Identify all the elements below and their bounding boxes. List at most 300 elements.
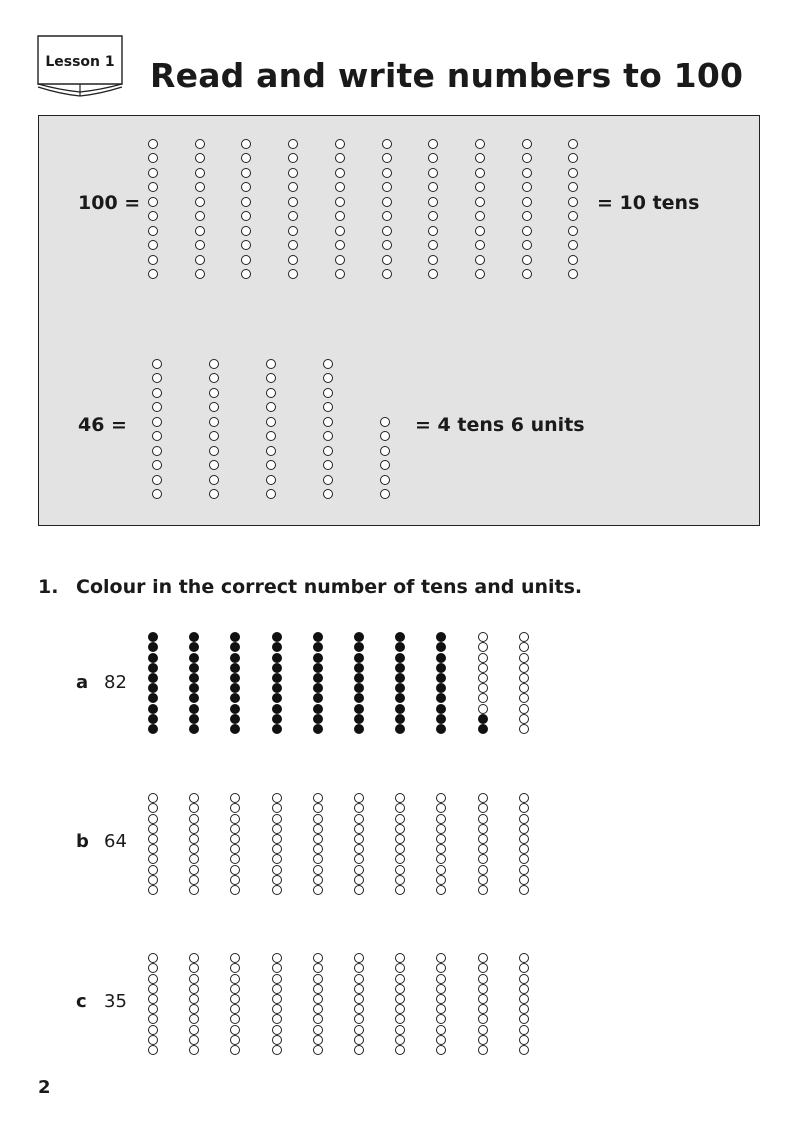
bead[interactable] <box>519 683 529 693</box>
question-b-ten-column[interactable] <box>228 793 242 895</box>
bead[interactable] <box>436 704 446 714</box>
bead[interactable] <box>313 693 323 703</box>
bead[interactable] <box>272 673 282 683</box>
question-c-ten-column[interactable] <box>146 953 160 1055</box>
bead[interactable] <box>148 953 158 963</box>
bead[interactable] <box>519 824 529 834</box>
bead[interactable] <box>354 714 364 724</box>
bead[interactable] <box>230 1004 240 1014</box>
bead[interactable] <box>272 1035 282 1045</box>
bead[interactable] <box>313 793 323 803</box>
bead[interactable] <box>313 803 323 813</box>
bead[interactable] <box>478 793 488 803</box>
bead[interactable] <box>478 1004 488 1014</box>
bead[interactable] <box>478 834 488 844</box>
bead[interactable] <box>436 953 446 963</box>
bead[interactable] <box>478 875 488 885</box>
bead[interactable] <box>478 885 488 895</box>
bead[interactable] <box>189 1045 199 1055</box>
bead[interactable] <box>230 632 240 642</box>
bead[interactable] <box>436 1014 446 1024</box>
bead[interactable] <box>395 793 405 803</box>
bead[interactable] <box>313 724 323 734</box>
bead[interactable] <box>230 994 240 1004</box>
bead[interactable] <box>519 875 529 885</box>
bead[interactable] <box>354 824 364 834</box>
bead[interactable] <box>478 653 488 663</box>
bead[interactable] <box>478 803 488 813</box>
bead[interactable] <box>230 963 240 973</box>
bead[interactable] <box>189 1035 199 1045</box>
bead[interactable] <box>478 1014 488 1024</box>
bead[interactable] <box>354 1045 364 1055</box>
bead[interactable] <box>148 793 158 803</box>
bead[interactable] <box>436 642 446 652</box>
bead[interactable] <box>354 724 364 734</box>
bead[interactable] <box>519 653 529 663</box>
bead[interactable] <box>519 854 529 864</box>
bead[interactable] <box>395 1014 405 1024</box>
bead[interactable] <box>272 963 282 973</box>
bead[interactable] <box>478 724 488 734</box>
bead[interactable] <box>395 1045 405 1055</box>
bead[interactable] <box>272 724 282 734</box>
bead[interactable] <box>478 1045 488 1055</box>
bead[interactable] <box>313 673 323 683</box>
bead[interactable] <box>313 963 323 973</box>
bead[interactable] <box>395 693 405 703</box>
bead[interactable] <box>148 1014 158 1024</box>
bead[interactable] <box>478 984 488 994</box>
bead[interactable] <box>354 693 364 703</box>
bead[interactable] <box>189 1014 199 1024</box>
bead[interactable] <box>230 653 240 663</box>
bead[interactable] <box>189 963 199 973</box>
bead[interactable] <box>230 714 240 724</box>
bead[interactable] <box>436 834 446 844</box>
bead[interactable] <box>148 704 158 714</box>
bead[interactable] <box>272 984 282 994</box>
bead[interactable] <box>148 974 158 984</box>
bead[interactable] <box>189 663 199 673</box>
bead[interactable] <box>230 885 240 895</box>
bead[interactable] <box>478 814 488 824</box>
bead[interactable] <box>354 1014 364 1024</box>
bead[interactable] <box>395 632 405 642</box>
bead[interactable] <box>519 632 529 642</box>
bead[interactable] <box>395 803 405 813</box>
bead[interactable] <box>436 974 446 984</box>
bead[interactable] <box>354 953 364 963</box>
bead[interactable] <box>272 974 282 984</box>
bead[interactable] <box>189 724 199 734</box>
bead[interactable] <box>436 844 446 854</box>
bead[interactable] <box>354 704 364 714</box>
question-b-ten-column[interactable] <box>311 793 325 895</box>
bead[interactable] <box>395 994 405 1004</box>
bead[interactable] <box>189 814 199 824</box>
bead[interactable] <box>354 1025 364 1035</box>
bead[interactable] <box>436 1035 446 1045</box>
bead[interactable] <box>436 885 446 895</box>
bead[interactable] <box>189 854 199 864</box>
bead[interactable] <box>395 824 405 834</box>
bead[interactable] <box>148 885 158 895</box>
bead[interactable] <box>148 714 158 724</box>
bead[interactable] <box>272 885 282 895</box>
bead[interactable] <box>189 1025 199 1035</box>
bead[interactable] <box>272 834 282 844</box>
bead[interactable] <box>395 875 405 885</box>
bead[interactable] <box>478 663 488 673</box>
bead[interactable] <box>519 994 529 1004</box>
bead[interactable] <box>478 673 488 683</box>
bead[interactable] <box>519 724 529 734</box>
bead[interactable] <box>519 704 529 714</box>
bead[interactable] <box>395 663 405 673</box>
bead[interactable] <box>354 885 364 895</box>
bead[interactable] <box>519 693 529 703</box>
bead[interactable] <box>272 865 282 875</box>
question-a-ten-column[interactable] <box>352 632 366 734</box>
bead[interactable] <box>148 814 158 824</box>
bead[interactable] <box>519 1025 529 1035</box>
bead[interactable] <box>313 885 323 895</box>
bead[interactable] <box>230 865 240 875</box>
bead[interactable] <box>354 793 364 803</box>
question-c-ten-column[interactable] <box>517 953 531 1055</box>
bead[interactable] <box>478 693 488 703</box>
bead[interactable] <box>395 834 405 844</box>
bead[interactable] <box>189 865 199 875</box>
bead[interactable] <box>148 1025 158 1035</box>
bead[interactable] <box>395 724 405 734</box>
bead[interactable] <box>354 963 364 973</box>
bead[interactable] <box>189 994 199 1004</box>
bead[interactable] <box>354 875 364 885</box>
question-b-ten-column[interactable] <box>517 793 531 895</box>
bead[interactable] <box>272 693 282 703</box>
bead[interactable] <box>189 673 199 683</box>
bead[interactable] <box>478 683 488 693</box>
bead[interactable] <box>272 683 282 693</box>
bead[interactable] <box>313 663 323 673</box>
bead[interactable] <box>436 673 446 683</box>
bead[interactable] <box>313 653 323 663</box>
question-c-ten-column[interactable] <box>352 953 366 1055</box>
bead[interactable] <box>313 714 323 724</box>
bead[interactable] <box>395 714 405 724</box>
bead[interactable] <box>148 673 158 683</box>
bead[interactable] <box>189 693 199 703</box>
bead[interactable] <box>230 974 240 984</box>
question-b-ten-column[interactable] <box>270 793 284 895</box>
bead[interactable] <box>230 673 240 683</box>
bead[interactable] <box>354 1004 364 1014</box>
bead[interactable] <box>354 1035 364 1045</box>
bead[interactable] <box>354 984 364 994</box>
bead[interactable] <box>478 963 488 973</box>
bead[interactable] <box>148 653 158 663</box>
bead[interactable] <box>148 1004 158 1014</box>
bead[interactable] <box>395 953 405 963</box>
question-a-ten-column[interactable] <box>393 632 407 734</box>
bead[interactable] <box>395 865 405 875</box>
bead[interactable] <box>436 793 446 803</box>
question-a-ten-column[interactable] <box>434 632 448 734</box>
bead[interactable] <box>395 673 405 683</box>
question-c-ten-column[interactable] <box>434 953 448 1055</box>
bead[interactable] <box>189 953 199 963</box>
bead[interactable] <box>436 865 446 875</box>
bead[interactable] <box>436 653 446 663</box>
bead[interactable] <box>230 953 240 963</box>
bead[interactable] <box>354 683 364 693</box>
bead[interactable] <box>313 704 323 714</box>
bead[interactable] <box>272 994 282 1004</box>
bead[interactable] <box>478 1035 488 1045</box>
bead[interactable] <box>478 865 488 875</box>
bead[interactable] <box>519 1045 529 1055</box>
bead[interactable] <box>272 854 282 864</box>
bead[interactable] <box>519 963 529 973</box>
bead[interactable] <box>354 653 364 663</box>
bead[interactable] <box>230 803 240 813</box>
bead[interactable] <box>148 854 158 864</box>
bead[interactable] <box>189 875 199 885</box>
bead[interactable] <box>395 1004 405 1014</box>
bead[interactable] <box>189 704 199 714</box>
bead[interactable] <box>313 1035 323 1045</box>
question-a-ten-column[interactable] <box>311 632 325 734</box>
question-c-ten-column[interactable] <box>187 953 201 1055</box>
question-b-ten-column[interactable] <box>352 793 366 895</box>
bead[interactable] <box>313 683 323 693</box>
bead[interactable] <box>272 642 282 652</box>
bead[interactable] <box>189 844 199 854</box>
question-c-ten-column[interactable] <box>393 953 407 1055</box>
bead[interactable] <box>230 834 240 844</box>
bead[interactable] <box>148 693 158 703</box>
bead[interactable] <box>272 632 282 642</box>
bead[interactable] <box>354 632 364 642</box>
bead[interactable] <box>272 814 282 824</box>
bead[interactable] <box>395 984 405 994</box>
bead[interactable] <box>272 803 282 813</box>
bead[interactable] <box>478 1025 488 1035</box>
bead[interactable] <box>436 1004 446 1014</box>
bead[interactable] <box>313 974 323 984</box>
bead[interactable] <box>478 994 488 1004</box>
bead[interactable] <box>436 994 446 1004</box>
bead[interactable] <box>189 974 199 984</box>
bead[interactable] <box>189 824 199 834</box>
question-a-ten-column[interactable] <box>228 632 242 734</box>
bead[interactable] <box>189 653 199 663</box>
bead[interactable] <box>395 1035 405 1045</box>
bead[interactable] <box>230 1045 240 1055</box>
bead[interactable] <box>272 824 282 834</box>
bead[interactable] <box>230 642 240 652</box>
bead[interactable] <box>272 1045 282 1055</box>
bead[interactable] <box>519 1035 529 1045</box>
bead[interactable] <box>436 1025 446 1035</box>
bead[interactable] <box>272 704 282 714</box>
bead[interactable] <box>313 814 323 824</box>
bead[interactable] <box>313 632 323 642</box>
bead[interactable] <box>148 865 158 875</box>
bead[interactable] <box>519 673 529 683</box>
bead[interactable] <box>230 663 240 673</box>
bead[interactable] <box>436 803 446 813</box>
bead[interactable] <box>148 663 158 673</box>
bead[interactable] <box>354 844 364 854</box>
question-a-ten-column[interactable] <box>270 632 284 734</box>
bead[interactable] <box>436 854 446 864</box>
bead[interactable] <box>313 834 323 844</box>
bead[interactable] <box>395 844 405 854</box>
bead[interactable] <box>272 793 282 803</box>
bead[interactable] <box>230 875 240 885</box>
bead[interactable] <box>395 704 405 714</box>
bead[interactable] <box>436 984 446 994</box>
bead[interactable] <box>519 793 529 803</box>
bead[interactable] <box>148 803 158 813</box>
question-b-ten-column[interactable] <box>434 793 448 895</box>
bead[interactable] <box>313 865 323 875</box>
bead[interactable] <box>148 632 158 642</box>
bead[interactable] <box>189 683 199 693</box>
bead[interactable] <box>148 1035 158 1045</box>
question-c-ten-column[interactable] <box>311 953 325 1055</box>
bead[interactable] <box>354 814 364 824</box>
bead[interactable] <box>436 663 446 673</box>
bead[interactable] <box>189 834 199 844</box>
question-a-ten-column[interactable] <box>146 632 160 734</box>
bead[interactable] <box>395 885 405 895</box>
question-c-ten-column[interactable] <box>270 953 284 1055</box>
bead[interactable] <box>354 642 364 652</box>
question-b-ten-column[interactable] <box>476 793 490 895</box>
bead[interactable] <box>519 885 529 895</box>
bead[interactable] <box>272 844 282 854</box>
bead[interactable] <box>354 974 364 984</box>
bead[interactable] <box>436 814 446 824</box>
bead[interactable] <box>478 974 488 984</box>
bead[interactable] <box>313 844 323 854</box>
bead[interactable] <box>230 854 240 864</box>
bead[interactable] <box>519 1014 529 1024</box>
bead[interactable] <box>436 632 446 642</box>
bead[interactable] <box>354 994 364 1004</box>
bead[interactable] <box>313 642 323 652</box>
bead[interactable] <box>230 1025 240 1035</box>
bead[interactable] <box>230 693 240 703</box>
bead[interactable] <box>395 974 405 984</box>
bead[interactable] <box>478 844 488 854</box>
bead[interactable] <box>148 724 158 734</box>
bead[interactable] <box>354 673 364 683</box>
bead[interactable] <box>478 704 488 714</box>
bead[interactable] <box>148 1045 158 1055</box>
bead[interactable] <box>189 642 199 652</box>
bead[interactable] <box>519 714 529 724</box>
bead[interactable] <box>395 653 405 663</box>
bead[interactable] <box>272 1004 282 1014</box>
bead[interactable] <box>395 854 405 864</box>
bead[interactable] <box>519 865 529 875</box>
bead[interactable] <box>519 1004 529 1014</box>
bead[interactable] <box>436 875 446 885</box>
bead[interactable] <box>189 885 199 895</box>
bead[interactable] <box>478 854 488 864</box>
bead[interactable] <box>519 984 529 994</box>
bead[interactable] <box>313 1045 323 1055</box>
bead[interactable] <box>313 1004 323 1014</box>
bead[interactable] <box>354 854 364 864</box>
bead[interactable] <box>313 875 323 885</box>
bead[interactable] <box>148 683 158 693</box>
bead[interactable] <box>478 953 488 963</box>
bead[interactable] <box>230 984 240 994</box>
bead[interactable] <box>189 793 199 803</box>
bead[interactable] <box>354 834 364 844</box>
bead[interactable] <box>230 793 240 803</box>
bead[interactable] <box>148 844 158 854</box>
bead[interactable] <box>436 714 446 724</box>
bead[interactable] <box>519 953 529 963</box>
bead[interactable] <box>354 865 364 875</box>
bead[interactable] <box>478 632 488 642</box>
bead[interactable] <box>519 844 529 854</box>
bead[interactable] <box>395 963 405 973</box>
bead[interactable] <box>148 984 158 994</box>
bead[interactable] <box>148 824 158 834</box>
question-b-ten-column[interactable] <box>393 793 407 895</box>
bead[interactable] <box>436 824 446 834</box>
bead[interactable] <box>189 1004 199 1014</box>
bead[interactable] <box>230 724 240 734</box>
bead[interactable] <box>436 693 446 703</box>
bead[interactable] <box>436 963 446 973</box>
bead[interactable] <box>148 963 158 973</box>
bead[interactable] <box>272 1025 282 1035</box>
bead[interactable] <box>230 824 240 834</box>
question-b-ten-column[interactable] <box>146 793 160 895</box>
bead[interactable] <box>272 663 282 673</box>
question-a-ten-column[interactable] <box>517 632 531 734</box>
bead[interactable] <box>272 714 282 724</box>
bead[interactable] <box>230 683 240 693</box>
bead[interactable] <box>436 683 446 693</box>
bead[interactable] <box>436 724 446 734</box>
bead[interactable] <box>189 714 199 724</box>
bead[interactable] <box>313 854 323 864</box>
bead[interactable] <box>354 663 364 673</box>
bead[interactable] <box>230 1035 240 1045</box>
bead[interactable] <box>519 803 529 813</box>
bead[interactable] <box>313 953 323 963</box>
bead[interactable] <box>148 642 158 652</box>
bead[interactable] <box>148 834 158 844</box>
bead[interactable] <box>148 994 158 1004</box>
bead[interactable] <box>230 1014 240 1024</box>
bead[interactable] <box>272 953 282 963</box>
bead[interactable] <box>478 714 488 724</box>
bead[interactable] <box>519 814 529 824</box>
question-a-ten-column[interactable] <box>187 632 201 734</box>
bead[interactable] <box>148 875 158 885</box>
